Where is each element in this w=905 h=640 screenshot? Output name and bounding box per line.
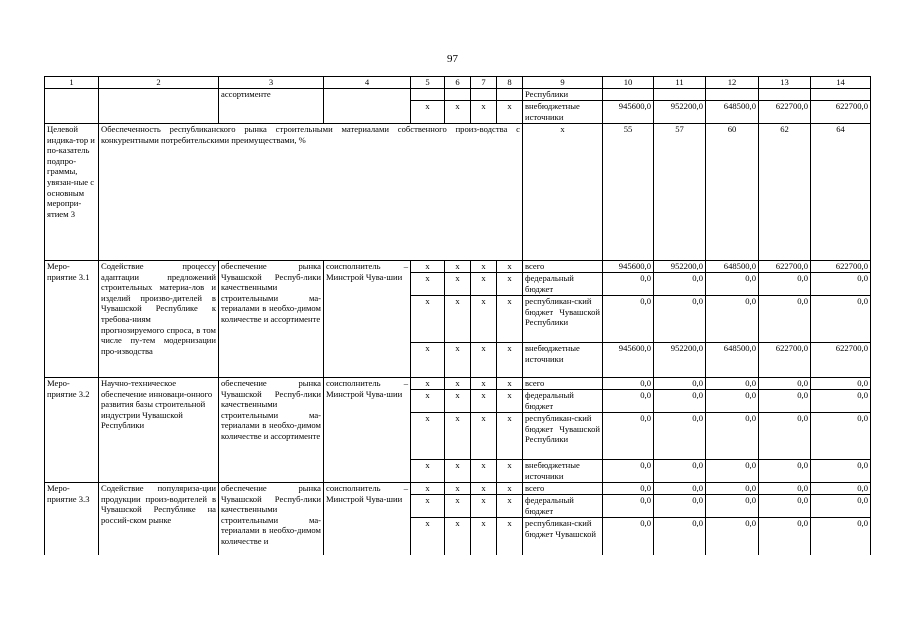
funding-source: республикан-ский бюджет Чувашской Республики [523,413,603,460]
measure-executor: соисполнитель – Минстрой Чува-шии [324,483,411,555]
header-cell: 5 [411,77,445,89]
value-cell: 0,0 [811,460,871,483]
header-cell: 12 [706,77,759,89]
mark-cell: х [497,296,523,343]
value-cell: 0,0 [759,483,811,495]
value-cell: 622700,0 [811,261,871,273]
mark-cell: х [411,483,445,495]
cont-empty-cell [99,89,219,124]
mark-cell: х [497,413,523,460]
mark-cell: х [411,460,445,483]
value-cell: 0,0 [603,413,654,460]
header-cell: 6 [445,77,471,89]
header-cell: 3 [219,77,324,89]
measure-name: Меро-приятие 3.2 [45,378,99,483]
mark-cell: х [497,483,523,495]
value-cell: 0,0 [759,390,811,413]
value-cell: 0,0 [654,273,706,296]
measure-row [45,378,871,390]
measure-title: Содействие процессу адаптации предложений строительных материа-лов и изделий произво-дителей в Чувашской Республике к требова-ниям прогнозируемого спроса, в том числе пу-тем модернизации про-изводства [99,261,219,378]
value-cell: 0,0 [706,413,759,460]
funding-source: всего [523,483,603,495]
value-cell: 0,0 [759,378,811,390]
value-cell: 952200,0 [654,343,706,378]
mark-cell: х [471,378,497,390]
funding-source: республикан-ский бюджет Чувашской Республики [523,296,603,343]
value-cell: 648500,0 [706,343,759,378]
indicator-value: 64 [811,124,871,261]
indicator-value: 62 [759,124,811,261]
value-cell: 0,0 [811,483,871,495]
header-cell: 9 [523,77,603,89]
value-cell: 0,0 [759,495,811,518]
mark-cell: х [471,390,497,413]
mark-cell: х [471,460,497,483]
funding-source: всего [523,378,603,390]
measure-name: Меро-приятие 3.3 [45,483,99,555]
value-cell: 0,0 [811,378,871,390]
value-cell: 0,0 [654,296,706,343]
value-cell: 0,0 [654,390,706,413]
value-cell: 0,0 [811,390,871,413]
mark-cell: х [411,413,445,460]
funding-source: федеральный бюджет [523,390,603,413]
value-cell: 0,0 [603,460,654,483]
mark-cell: х [411,378,445,390]
mark-cell: х [445,460,471,483]
mark-cell: х [411,495,445,518]
value-cell: 945600,0 [603,261,654,273]
mark-cell: х [471,413,497,460]
value-cell: 0,0 [603,390,654,413]
value-cell: 0,0 [811,273,871,296]
funding-source: внебюджетные источники [523,101,603,124]
mark-cell: х [471,483,497,495]
mark-cell: х [445,483,471,495]
value-cell: 0,0 [654,460,706,483]
mark-cell: х [497,101,523,124]
value-cell: 0,0 [759,413,811,460]
indicator-value: 57 [654,124,706,261]
value-cell: 952200,0 [654,261,706,273]
mark-cell: х [445,495,471,518]
value-cell: 0,0 [811,413,871,460]
mark-cell: х [445,390,471,413]
funding-source: республикан-ский бюджет Чувашской [523,518,603,555]
indicator-label: Целевой индика-тор и по-казатель подпро-граммы, увязан-ные с основным меропри-ятием 3 [45,124,99,261]
value-cell: 622700,0 [811,343,871,378]
value-cell: 0,0 [811,296,871,343]
value-cell: 648500,0 [706,261,759,273]
header-cell: 8 [497,77,523,89]
value-cell: 622700,0 [759,101,811,124]
header-cell: 14 [811,77,871,89]
header-cell: 7 [471,77,497,89]
value-cell: 0,0 [706,296,759,343]
mark-cell: х [411,296,445,343]
mark-cell: х [445,518,471,555]
value-cell: 0,0 [706,483,759,495]
value-cell: 0,0 [654,518,706,555]
value-cell: 0,0 [811,518,871,555]
mark-cell: х [411,518,445,555]
measure-name: Меро-приятие 3.1 [45,261,99,378]
measure-row [45,261,871,273]
funding-source: федеральный бюджет [523,495,603,518]
value-cell: 622700,0 [811,101,871,124]
value-cell: 952200,0 [654,101,706,124]
value-cell: 0,0 [759,273,811,296]
mark-cell: х [471,101,497,124]
mark-cell: х [471,495,497,518]
funding-source: всего [523,261,603,273]
value-cell: 0,0 [654,413,706,460]
measure-goal: обеспечение рынка Чувашской Респуб-лики качественными строительными ма-териалами в необхо-димом количестве и ассортименте [219,378,324,483]
value-cell: 0,0 [603,296,654,343]
mark-cell: х [497,495,523,518]
value-cell: 0,0 [706,518,759,555]
mark-cell: х [471,518,497,555]
header-row [45,77,871,89]
funding-source: Республики [523,89,603,101]
value-cell: 0,0 [706,390,759,413]
value-cell: 648500,0 [706,101,759,124]
mark-cell: х [471,296,497,343]
mark-cell: х [445,343,471,378]
value-cell: 0,0 [603,378,654,390]
measure-executor: соисполнитель – Минстрой Чува-шии [324,261,411,378]
value-cell: 0,0 [654,495,706,518]
value-cell: 0,0 [603,495,654,518]
measure-goal: обеспечение рынка Чувашской Респуб-лики качественными строительными ма-териалами в необхо-димом количестве и [219,483,324,555]
value-cell: 0,0 [706,495,759,518]
mark-cell: х [445,261,471,273]
measure-goal: обеспечение рынка Чувашской Респуб-лики качественными строительными ма-териалами в необхо-димом количестве и ассортименте [219,261,324,378]
value-cell: 945600,0 [603,343,654,378]
header-cell: 10 [603,77,654,89]
mark-cell: х [411,390,445,413]
mark-cell: х [497,390,523,413]
mark-cell: х [497,460,523,483]
value-cell: 0,0 [759,518,811,555]
funding-source: внебюджетные источники [523,343,603,378]
value-cell: 0,0 [654,378,706,390]
funding-source: внебюджетные источники [523,460,603,483]
value-cell: 0,0 [603,483,654,495]
mark-cell: х [497,273,523,296]
value-cell: 0,0 [706,378,759,390]
mark-cell: х [497,343,523,378]
indicator-mark: х [523,124,603,261]
measure-executor: соисполнитель – Минстрой Чува-шии [324,378,411,483]
mark-cell: х [497,378,523,390]
mark-cell: х [445,413,471,460]
mark-cell: х [445,101,471,124]
mark-cell: х [411,261,445,273]
value-cell: 0,0 [706,273,759,296]
mark-cell: х [497,518,523,555]
value-cell: 0,0 [654,483,706,495]
cont-empty-cell [324,89,411,124]
header-cell: 11 [654,77,706,89]
header-cell: 1 [45,77,99,89]
value-cell: 0,0 [759,296,811,343]
indicator-value: 55 [603,124,654,261]
value-cell: 0,0 [759,460,811,483]
value-cell: 0,0 [603,518,654,555]
mark-cell: х [497,261,523,273]
page-number: 97 [447,53,458,65]
value-cell: 622700,0 [759,261,811,273]
value-cell: 0,0 [811,495,871,518]
cont-empty-cell [45,89,99,124]
indicator-value: 60 [706,124,759,261]
mark-cell: х [445,273,471,296]
mark-cell: х [411,273,445,296]
value-cell: 945600,0 [603,101,654,124]
program-table [44,76,871,555]
mark-cell: х [445,296,471,343]
value-cell: 0,0 [706,460,759,483]
mark-cell: х [411,343,445,378]
header-cell: 4 [324,77,411,89]
mark-cell: х [411,101,445,124]
indicator-row [45,124,871,261]
continuation-row [45,89,871,101]
header-cell: 13 [759,77,811,89]
mark-cell: х [471,273,497,296]
measure-title: Научно-техническое обеспечение инноваци-онного развития базы строительной индустрии Чувашской Республики [99,378,219,483]
measure-row [45,483,871,495]
header-cell: 2 [99,77,219,89]
value-cell: 0,0 [603,273,654,296]
measure-title: Содействие популяриза-ции продукции произ-водителей в Чувашской Республике на россий-ском рынке [99,483,219,555]
mark-cell: х [471,343,497,378]
mark-cell: х [445,378,471,390]
mark-cell: х [471,261,497,273]
value-cell: 622700,0 [759,343,811,378]
funding-source: федеральный бюджет [523,273,603,296]
cont-goal-cell: ассортименте [219,89,324,124]
indicator-text: Обеспеченность республиканского рынка строительными материалами собственного произ-водства с конкурентными потребительскими преимуществами, % [99,124,523,261]
